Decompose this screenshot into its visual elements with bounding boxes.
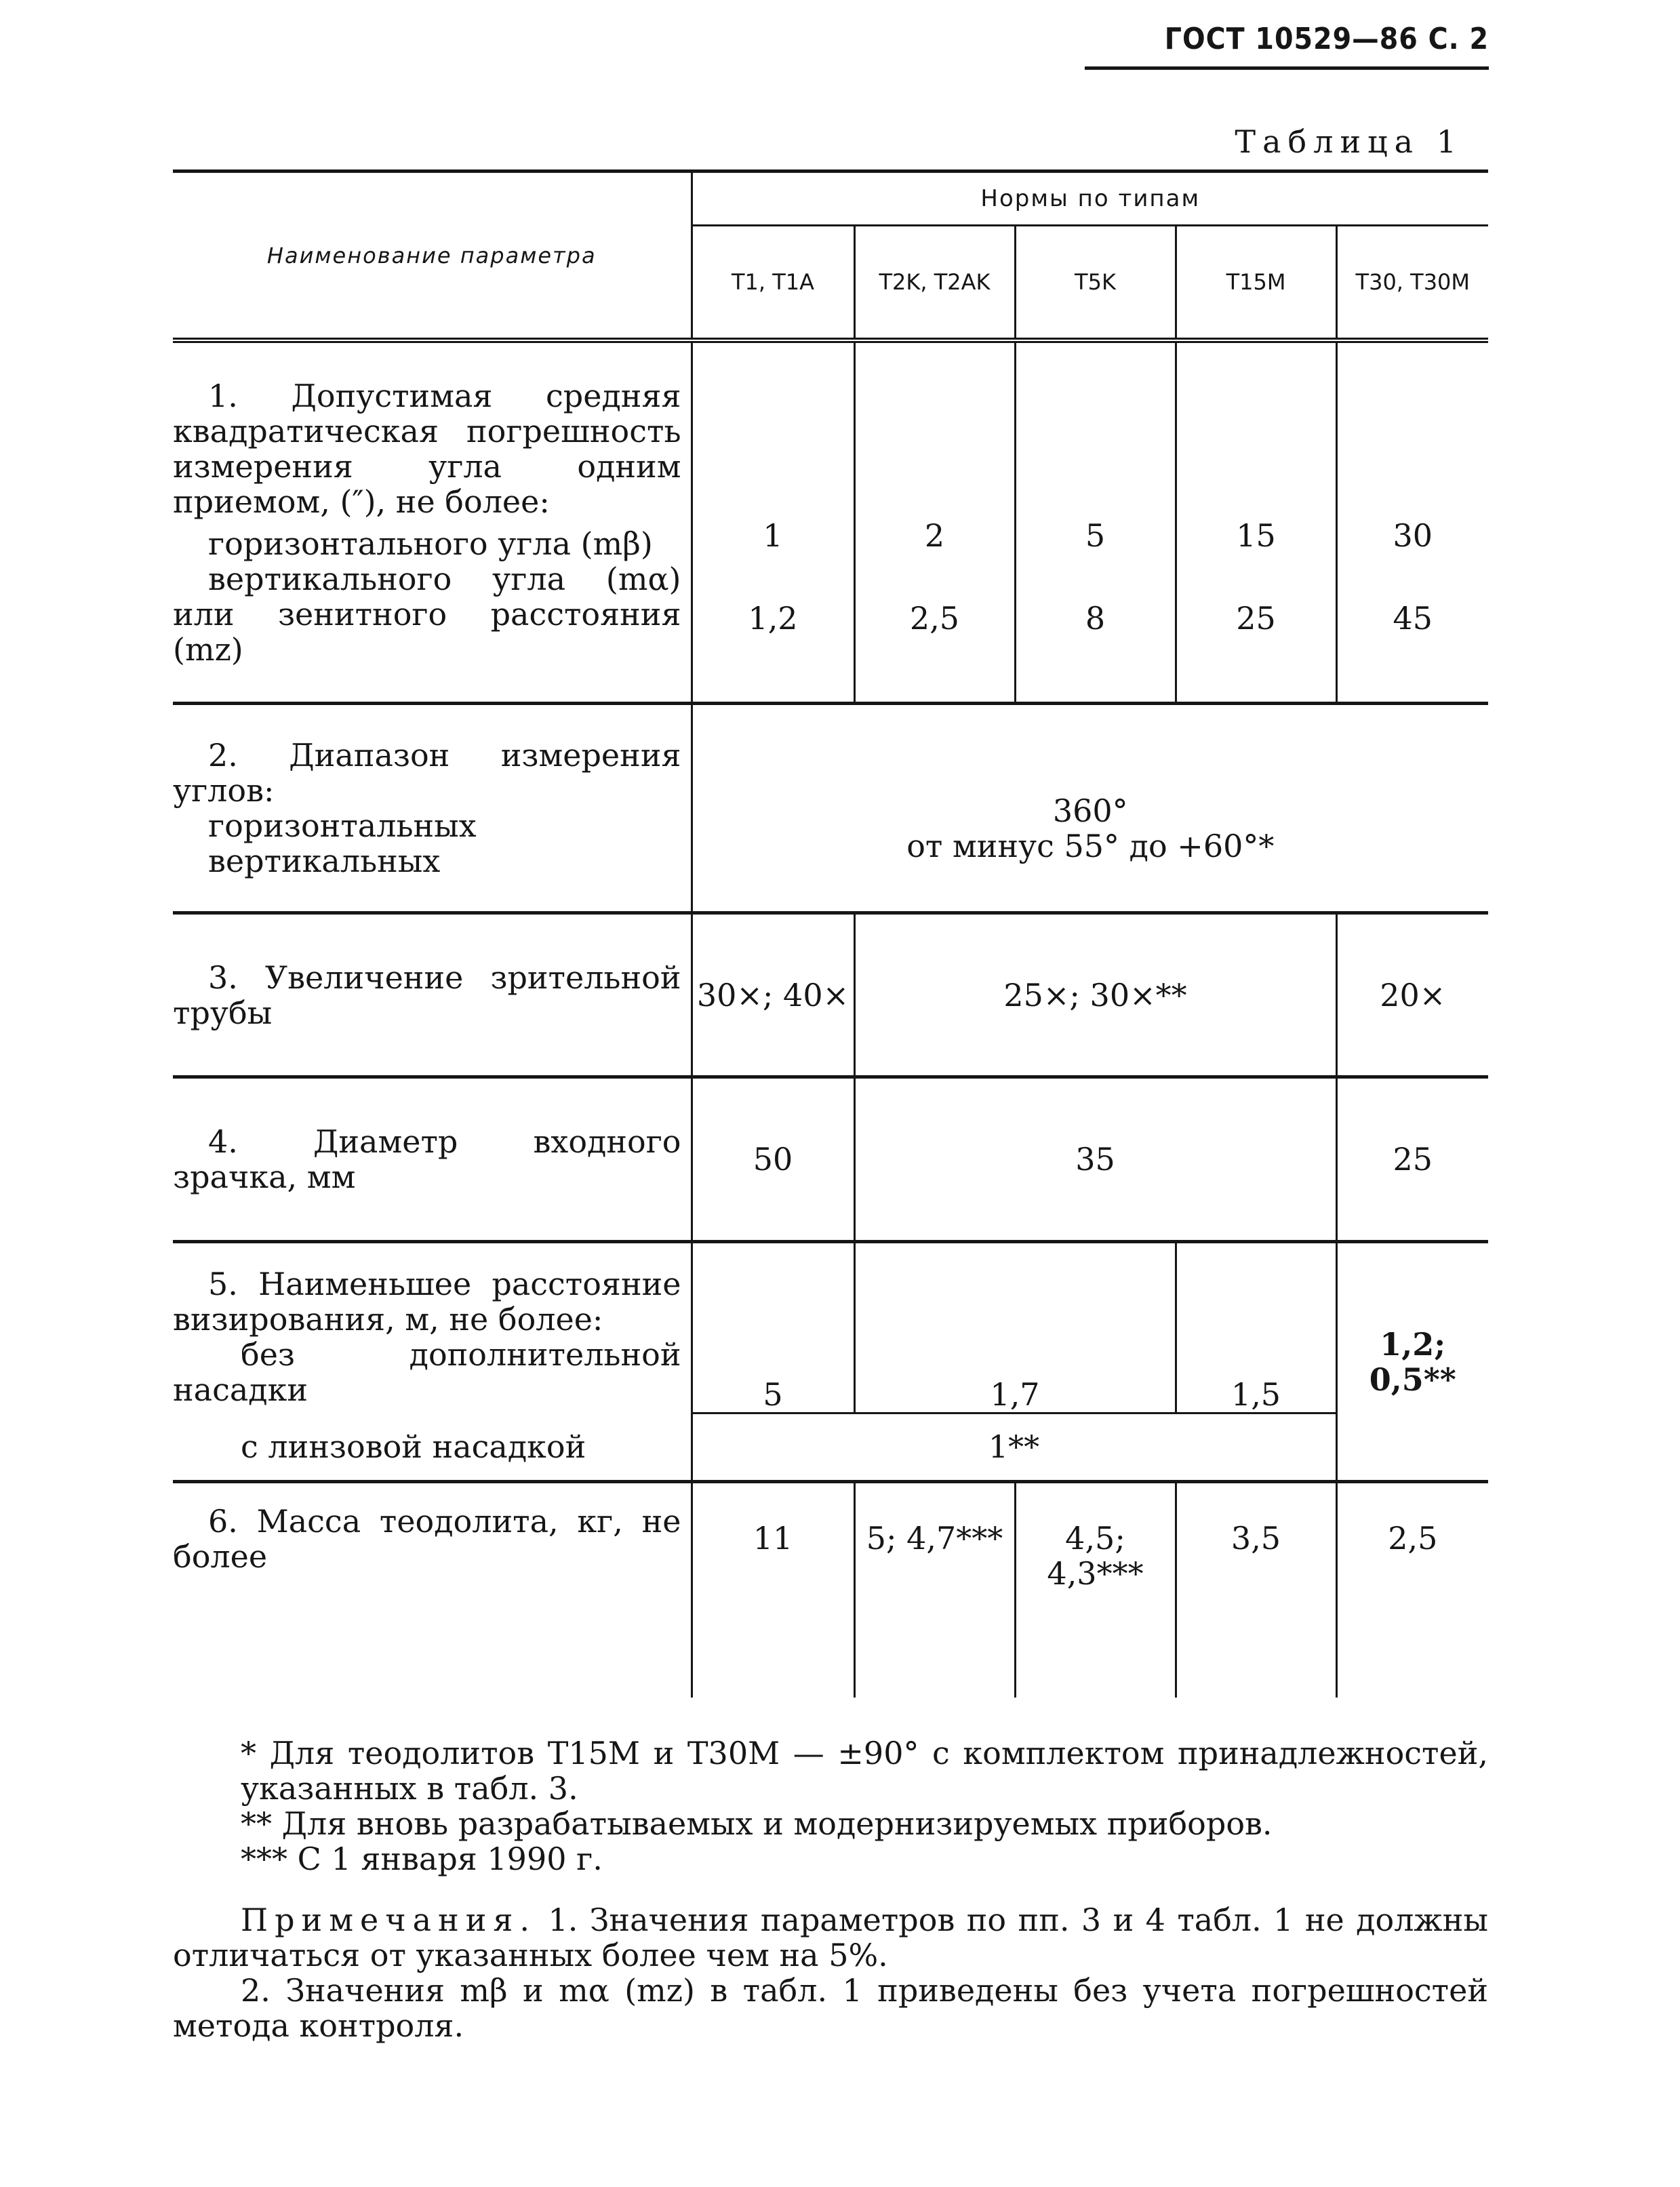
type-header-t1: T1, T1A bbox=[692, 226, 854, 341]
header-rule bbox=[1085, 66, 1489, 70]
row5-t30-value: 1,2; 0,5** bbox=[1369, 1325, 1456, 1398]
row3-t1: 30×; 40× bbox=[692, 912, 854, 1077]
row4-t1: 50 bbox=[692, 1077, 854, 1242]
row1-t1-v1: 1 bbox=[763, 517, 783, 554]
row4-param bbox=[173, 1077, 692, 1242]
row1-t5k-v1: 5 bbox=[1085, 517, 1106, 554]
notes-label: Примечания. bbox=[241, 1902, 537, 1938]
row5-param-lens bbox=[173, 1413, 692, 1481]
row1-t15m-v1: 15 bbox=[1236, 517, 1276, 554]
row2-param bbox=[173, 704, 692, 912]
parameters-table bbox=[173, 169, 1488, 1698]
row3-param bbox=[173, 912, 692, 1077]
note-1 bbox=[173, 1902, 1488, 1973]
row5-sub1: без дополнительной насадки bbox=[173, 1336, 681, 1409]
footnote-2: ** Для вновь разрабатываемых и модернизируемых приборов. bbox=[241, 1805, 1273, 1842]
type-header-t2k: T2K, T2AK bbox=[854, 226, 1015, 341]
note-1-text: 1. Значения параметров по пп. 3 и 4 табл. 1 не должны отличаться от указанных более чем на 5%. bbox=[173, 1902, 1488, 1973]
row6-t5k bbox=[1015, 1481, 1176, 1698]
row2-sub1: горизонтальных bbox=[208, 807, 477, 845]
row1-t2k-v2: 2,5 bbox=[909, 599, 960, 637]
row1-sub1: горизонтального угла (mβ) bbox=[208, 525, 653, 562]
row4-t2k-t15m: 35 bbox=[854, 1077, 1336, 1242]
row1-t2k bbox=[854, 340, 1015, 704]
row5-param bbox=[173, 1242, 692, 1413]
row5-title: 5. Наименьшее расстояние визирования, м, не более: bbox=[173, 1266, 681, 1338]
row2-horizontal-value: 360° bbox=[1052, 792, 1128, 830]
footnote-3: *** С 1 января 1990 г. bbox=[241, 1841, 603, 1877]
row2-title: 2. Диапазон измерения углов: bbox=[173, 737, 681, 809]
row1-t2k-v1: 2 bbox=[924, 517, 945, 554]
row1-t5k bbox=[1015, 340, 1176, 704]
row1-t30 bbox=[1336, 340, 1488, 704]
row1-t30-v1: 30 bbox=[1393, 517, 1433, 554]
table-caption: Таблица 1 bbox=[1235, 123, 1463, 160]
note-2-text: 2. Значения mβ и mα (mz) в табл. 1 приведены без учета погрешностей метода контроля. bbox=[173, 1972, 1488, 2044]
table-container bbox=[173, 169, 1488, 1698]
row6-t2k: 5; 4,7*** bbox=[854, 1481, 1015, 1698]
row2-vertical-value: от минус 55° до +60°* bbox=[906, 828, 1275, 865]
row5-t2k-t5k: 1,7 bbox=[854, 1242, 1176, 1413]
note-2 bbox=[173, 1973, 1488, 2043]
row1-sub2: вертикального угла (mα) или зенитного расстояния (mz) bbox=[173, 560, 681, 668]
notes-section bbox=[173, 1735, 1488, 2043]
row3-t2k-t15m: 25×; 30×** bbox=[854, 912, 1336, 1077]
row2-sub2: вертикальных bbox=[208, 843, 441, 880]
row3-title: 3. Увеличение зрительной трубы bbox=[173, 959, 681, 1031]
row4-t30: 25 bbox=[1336, 1077, 1488, 1242]
row6-title: 6. Масса теодолита, кг, не более bbox=[173, 1502, 681, 1575]
type-header-t5k: T5K bbox=[1015, 226, 1176, 341]
row1-t1-v2: 1,2 bbox=[748, 599, 798, 637]
row6-t15m: 3,5 bbox=[1176, 1481, 1336, 1698]
row1-t30-v2: 45 bbox=[1393, 599, 1433, 637]
row5-t15m: 1,5 bbox=[1176, 1242, 1336, 1413]
row5-lens-value: 1** bbox=[692, 1413, 1336, 1481]
row1-t15m-v2: 25 bbox=[1236, 599, 1276, 637]
page-header: ГОСТ 10529—86 С. 2 bbox=[1164, 22, 1489, 56]
row1-param bbox=[173, 340, 692, 704]
row4-title: 4. Диаметр входного зрачка, мм bbox=[173, 1123, 681, 1196]
row2-values bbox=[692, 704, 1488, 912]
row3-t30: 20× bbox=[1336, 912, 1488, 1077]
row6-t30: 2,5 bbox=[1336, 1481, 1488, 1698]
norms-header: Нормы по типам bbox=[692, 172, 1488, 226]
row5-t1: 5 bbox=[692, 1242, 854, 1413]
row5-t30 bbox=[1336, 1242, 1488, 1482]
row5-sub2: с линзовой насадкой bbox=[241, 1428, 586, 1465]
type-header-t15m: T15M bbox=[1176, 226, 1336, 341]
row1-title: 1. Допустимая средняя квадратическая погрешность измерения угла одним приемом, (″), не более: bbox=[173, 377, 681, 520]
row6-param bbox=[173, 1481, 692, 1698]
param-column-header: Наименование параметра bbox=[173, 172, 692, 341]
row6-t1: 11 bbox=[692, 1481, 854, 1698]
footnote-1: * Для теодолитов Т15М и Т30М — ±90° с комплектом принадлежностей, указанных в табл. 3. bbox=[241, 1735, 1488, 1807]
row6-t5k-value: 4,5; 4,3*** bbox=[1047, 1519, 1144, 1592]
row1-t15m bbox=[1176, 340, 1336, 704]
row1-t5k-v2: 8 bbox=[1085, 599, 1106, 637]
row1-t1 bbox=[692, 340, 854, 704]
type-header-t30: T30, T30M bbox=[1336, 226, 1488, 341]
